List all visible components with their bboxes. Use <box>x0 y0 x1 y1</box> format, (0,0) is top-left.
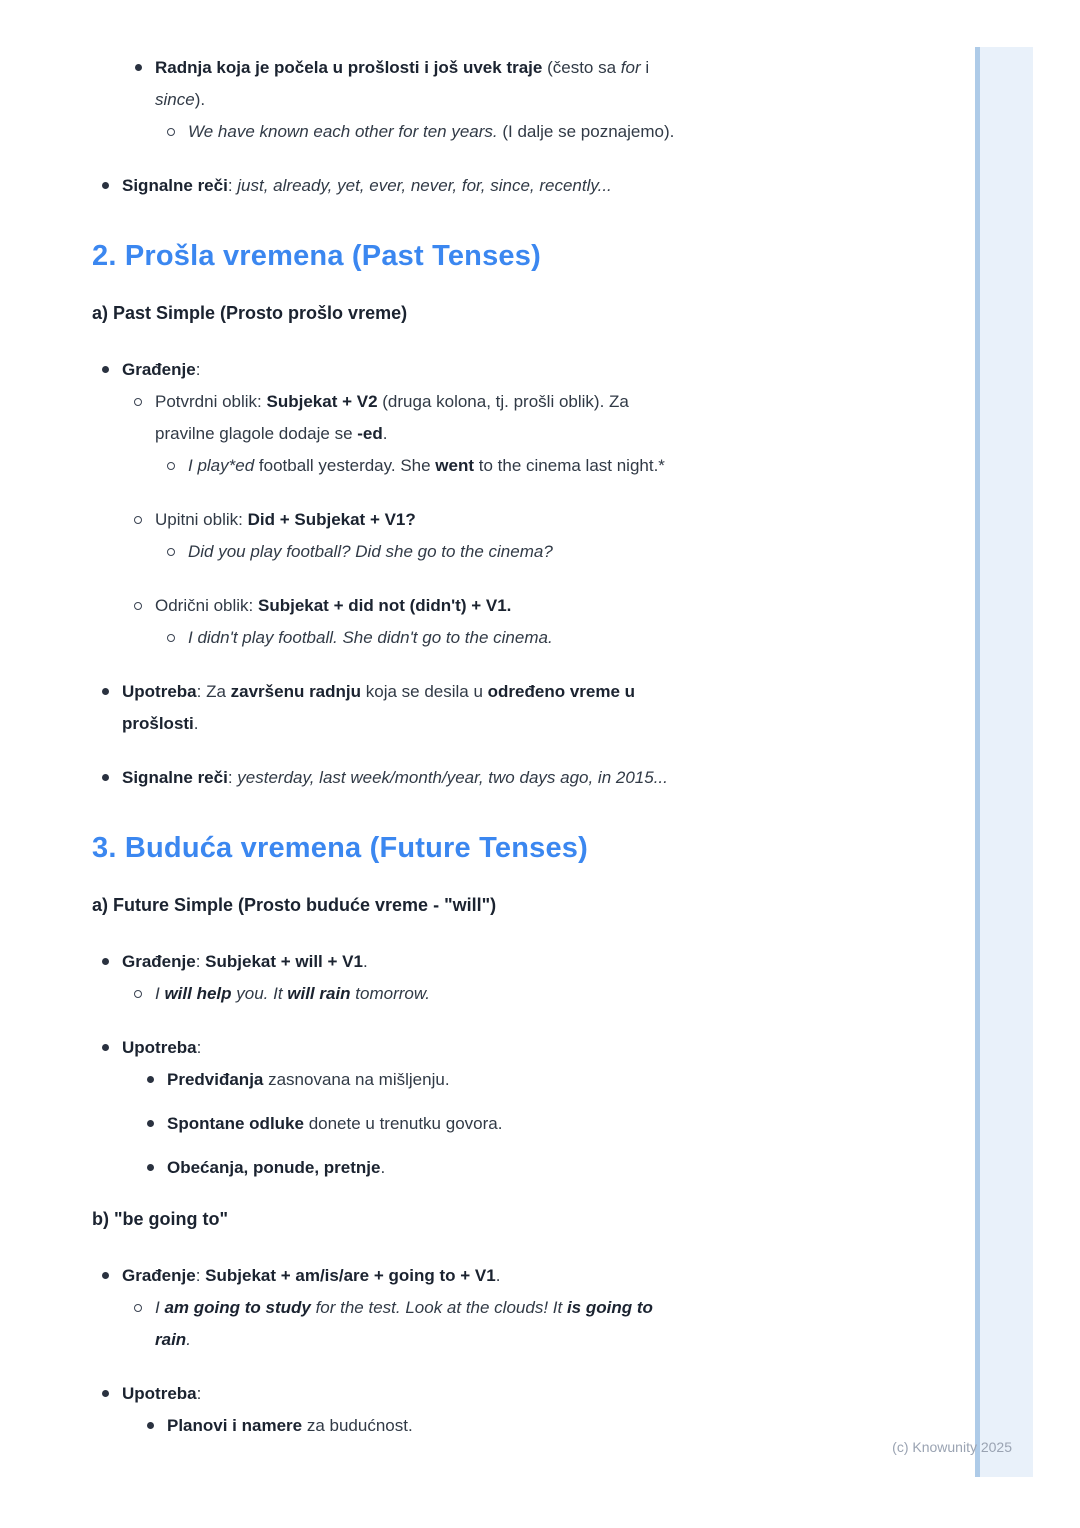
text-segment: I didn't play football. She didn't go to the cinema. <box>188 628 553 647</box>
text-segment: (druga kolona, tj. prošli oblik). Za <box>377 392 629 411</box>
text-segment: since <box>155 90 195 109</box>
text-segment: rain <box>155 1330 187 1349</box>
bullet-list <box>92 946 948 1184</box>
list-item-text <box>122 360 200 379</box>
bullet-list <box>92 1260 948 1442</box>
list-item-text <box>155 596 511 615</box>
bullet-circle-icon <box>167 462 175 470</box>
text-segment: Obećanja, ponude, pretnje <box>167 1158 381 1177</box>
list-item <box>92 676 948 740</box>
bullet-list <box>125 1292 948 1356</box>
bullet-circle-icon <box>167 128 175 136</box>
text-segment: football yesterday. She <box>254 456 436 475</box>
list-item <box>125 386 948 482</box>
bullet-disc-icon <box>147 1164 154 1171</box>
bullet-circle-icon <box>134 990 142 998</box>
bullet-list <box>158 622 948 654</box>
text-segment: Potvrdni oblik: <box>155 392 267 411</box>
text-segment: for <box>620 58 641 77</box>
text-segment: will rain <box>287 984 351 1003</box>
bullet-disc-icon <box>102 958 109 965</box>
bullet-disc-icon <box>102 366 109 373</box>
list-item-text <box>122 682 635 733</box>
text-segment: (I dalje se poznajemo). <box>497 122 675 141</box>
bullet-disc-icon <box>102 774 109 781</box>
text-segment: just, already, yet, ever, never, for, since, recently... <box>237 176 612 195</box>
text-segment: I <box>155 984 165 1003</box>
text-segment: Predviđanja <box>167 1070 264 1089</box>
text-segment: I play*ed <box>188 456 255 475</box>
list-item <box>158 116 948 148</box>
list-item <box>125 1292 948 1356</box>
text-segment: zasnovana na mišljenju. <box>263 1070 450 1089</box>
text-segment: donete u trenutku govora. <box>303 1114 503 1133</box>
text-segment: . <box>495 1266 501 1285</box>
list-item-text <box>155 510 416 529</box>
text-segment: Radnja koja je počela u prošlosti i još uvek traje <box>155 58 543 77</box>
list-item-text <box>188 122 674 141</box>
list-item-text <box>122 1384 201 1403</box>
bullet-circle-icon <box>167 548 175 556</box>
list-item <box>158 536 948 568</box>
text-segment: : <box>195 360 201 379</box>
text-segment: Signalne reči <box>122 768 228 787</box>
text-segment: . <box>193 714 199 733</box>
list-item <box>92 1032 948 1184</box>
bullet-disc-icon <box>102 688 109 695</box>
list-item-text <box>167 1114 502 1133</box>
text-segment: We have known each other for ten years. <box>188 122 498 141</box>
list-item-text <box>167 1158 385 1177</box>
text-segment: Planovi i namere <box>167 1416 303 1435</box>
bullet-list <box>92 170 948 202</box>
text-segment: Subjekat + am/is/are + going to + V1 <box>205 1266 496 1285</box>
text-segment: for the test. Look at the clouds! It <box>310 1298 567 1317</box>
bullet-circle-icon <box>134 1304 142 1312</box>
list-item-text <box>122 768 668 787</box>
text-segment: I <box>155 1298 165 1317</box>
document-content <box>92 52 948 1464</box>
text-segment: is going to <box>566 1298 653 1317</box>
bullet-list <box>125 52 948 148</box>
text-segment: : Za <box>196 682 231 701</box>
bullet-list <box>125 978 948 1010</box>
bullet-list <box>125 1064 948 1184</box>
subsection-heading: b) "be going to" <box>92 1209 229 1229</box>
subsection-heading: a) Past Simple (Prosto prošlo vreme) <box>92 303 408 323</box>
list-item <box>92 354 948 654</box>
list-item <box>125 52 948 148</box>
text-segment: Spontane odluke <box>167 1114 304 1133</box>
text-segment: am going to study <box>164 1298 311 1317</box>
list-item-text <box>167 1416 413 1435</box>
list-item-text <box>155 392 629 443</box>
text-segment: Upotreba <box>122 1384 197 1403</box>
text-segment: tomorrow. <box>350 984 430 1003</box>
list-item <box>92 762 948 794</box>
list-item-text <box>188 456 665 475</box>
text-segment: : <box>196 1038 202 1057</box>
bullet-disc-icon <box>102 1272 109 1279</box>
page-edge-strip <box>975 47 1033 1477</box>
bullet-list <box>158 450 948 482</box>
text-segment: prošlosti <box>122 714 194 733</box>
text-segment: will help <box>164 984 232 1003</box>
bullet-list <box>92 354 948 794</box>
text-segment: Građenje <box>122 360 196 379</box>
text-segment: Upotreba <box>122 682 197 701</box>
subsection-heading: a) Future Simple (Prosto buduće vreme - "will") <box>92 895 497 915</box>
text-segment: Subjekat + will + V1 <box>205 952 363 971</box>
text-segment: i <box>640 58 650 77</box>
bullet-circle-icon <box>134 516 142 524</box>
section-heading: 3. Buduća vremena (Future Tenses) <box>92 832 588 864</box>
bullet-list <box>125 386 948 654</box>
text-segment: Građenje <box>122 1266 196 1285</box>
text-segment: : <box>196 1384 202 1403</box>
text-segment: (često sa <box>542 58 621 77</box>
text-segment: pravilne glagole dodaje se <box>155 424 358 443</box>
list-item <box>92 946 948 1010</box>
text-segment: you. It <box>231 984 288 1003</box>
text-segment: Upotreba <box>122 1038 197 1057</box>
bullet-circle-icon <box>134 602 142 610</box>
list-item-text <box>122 1266 500 1285</box>
bullet-list <box>158 536 948 568</box>
text-segment: yesterday, last week/month/year, two days ago, in 2015... <box>237 768 668 787</box>
text-segment: Odrični oblik: <box>155 596 258 615</box>
text-segment: koja se desila u <box>361 682 488 701</box>
bullet-disc-icon <box>147 1120 154 1127</box>
text-segment: određeno vreme u <box>487 682 636 701</box>
bullet-list <box>125 1410 948 1442</box>
list-item-text <box>188 628 553 647</box>
text-segment: Did + Subjekat + V1? <box>247 510 416 529</box>
text-segment: za budućnost. <box>302 1416 413 1435</box>
text-segment: Građenje <box>122 952 196 971</box>
list-item <box>92 1260 948 1356</box>
text-segment: to the cinema last night.* <box>474 456 665 475</box>
bullet-disc-icon <box>147 1422 154 1429</box>
text-segment: Subjekat + V2 <box>266 392 378 411</box>
copyright-note: (c) Knowunity 2025 <box>892 1439 1012 1455</box>
text-segment: Upitni oblik: <box>155 510 248 529</box>
list-item-text <box>122 952 368 971</box>
bullet-list <box>158 116 948 148</box>
list-item-text <box>155 984 430 1003</box>
list-item <box>125 504 948 568</box>
text-segment: Did you play football? Did she go to the cinema? <box>188 542 553 561</box>
text-segment: . <box>362 952 368 971</box>
bullet-disc-icon <box>147 1076 154 1083</box>
text-segment: : <box>195 1266 206 1285</box>
list-item <box>125 1410 948 1442</box>
list-item <box>158 622 948 654</box>
text-segment: : <box>195 952 206 971</box>
list-item-text <box>122 1038 201 1057</box>
list-item-text <box>155 58 649 109</box>
text-segment: : <box>227 176 238 195</box>
bullet-disc-icon <box>102 1044 109 1051</box>
text-segment: . <box>382 424 388 443</box>
list-item <box>92 1378 948 1442</box>
list-item-text <box>155 1298 653 1349</box>
list-item <box>125 1152 948 1184</box>
text-segment: završenu radnju <box>230 682 362 701</box>
bullet-disc-icon <box>135 64 142 71</box>
list-item-text <box>167 1070 450 1089</box>
text-segment: Signalne reči <box>122 176 228 195</box>
text-segment: . <box>186 1330 191 1349</box>
bullet-circle-icon <box>167 634 175 642</box>
text-segment: . <box>380 1158 386 1177</box>
list-item <box>158 450 948 482</box>
text-segment: -ed <box>357 424 383 443</box>
bullet-circle-icon <box>134 398 142 406</box>
list-item <box>125 1108 948 1140</box>
bullet-disc-icon <box>102 182 109 189</box>
list-item-text <box>122 176 612 195</box>
list-item-text <box>188 542 553 561</box>
text-segment: : <box>227 768 238 787</box>
list-item <box>92 170 948 202</box>
list-item <box>125 1064 948 1096</box>
section-heading: 2. Prošla vremena (Past Tenses) <box>92 240 541 272</box>
bullet-disc-icon <box>102 1390 109 1397</box>
list-item <box>125 978 948 1010</box>
text-segment: ). <box>194 90 206 109</box>
list-item <box>125 590 948 654</box>
text-segment: went <box>435 456 475 475</box>
text-segment: Subjekat + did not (didn't) + V1. <box>257 596 512 615</box>
